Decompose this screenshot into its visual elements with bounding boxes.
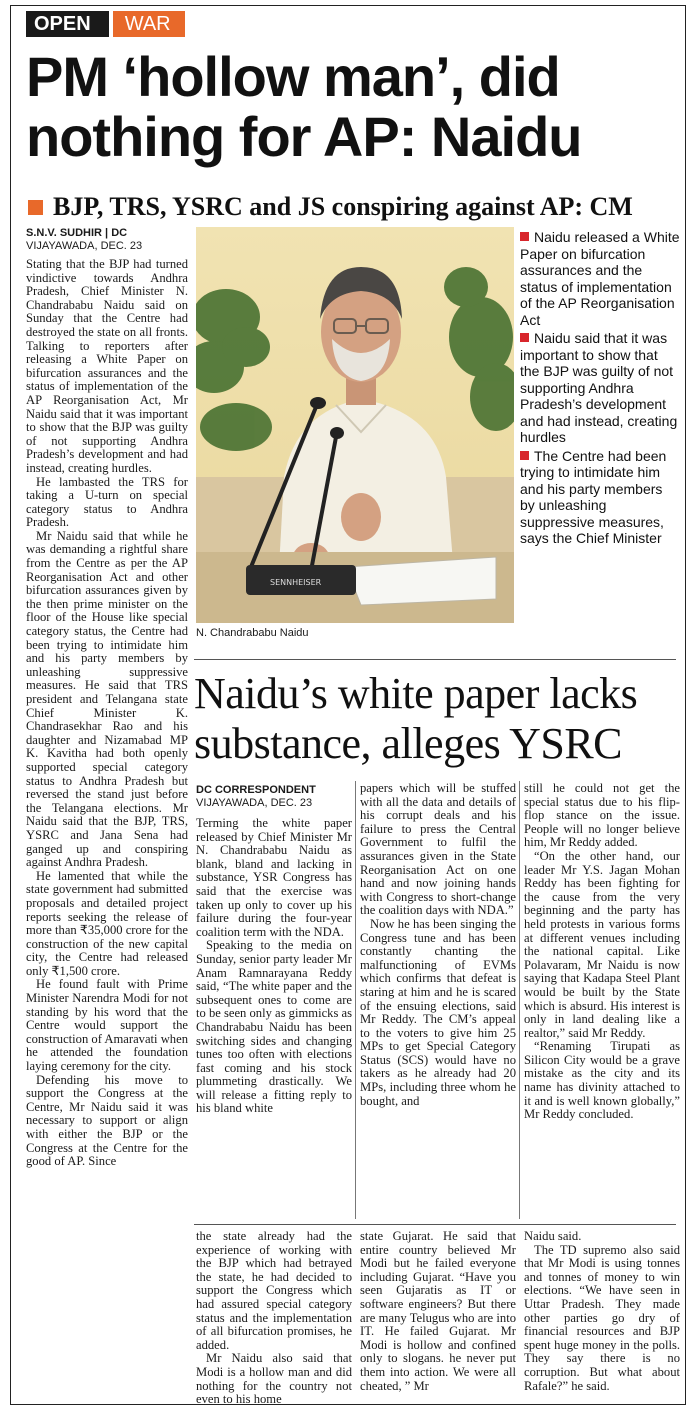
headline-line-1: PM ‘hollow man’, did [26,45,560,108]
story2-headline [194,669,674,769]
story1-column [26,258,188,1169]
byline-name: S.N.V. SUDHIR | DC [26,227,128,239]
paragraph: Stating that the BJP had turned vindictive towards Andhra Pradesh, Chief Minister N. Chandrababu Naidu said on Sunday that the Centre had destroyed the state on all fronts. Talking to reporters after releasing a White Paper on bifurcation assurances and the status of implementation of the AP Reorganisation Act, Mr Naidu said that it was important to show that the BJP was guilty of not supporting Andhra Pradesh’s development and had instead, creating hurdles. [26,257,188,475]
highlight-item [520,448,680,547]
paragraph: Naidu said. [524,1229,582,1243]
paragraph: Terming the white paper released by Chief Minister Mr N. Chandrababu Naidu as blank, bland and lacking in substance, YSR Congress has said that the exercise was taken up only to cover up his failure during the four-year coalition term with the NDA. [196,816,352,939]
byline-story2 [196,784,316,810]
paragraph: Mr Naidu also said that Modi is a hollow man and did nothing for the country not even to his home [196,1351,352,1407]
story2-column-2 [360,782,516,1108]
story2-headline-line-2: substance, alleges YSRC [194,719,623,768]
paragraph: Speaking to the media on Sunday, senior party leader Mr Anam Ramnarayana Reddy said, “The white paper and the subsequent ones to come are to be seen only as gimmicks as Chandrababu Naidu has been switching sides and changing tunes too often with elections fast coming and his stock plummeting drastically. We will release a fitting reply to his bland white [196,938,352,1116]
tag-war: WAR [113,11,185,37]
photo-caption: N. Chandrababu Naidu [196,627,309,639]
highlights-box [520,229,680,549]
paragraph: the state already had the experience of working with the BJP which had betrayed the state, he had decided to support the Congress which had assured special category status and the implementation of all bifurcation promises, he added. [196,1229,352,1352]
paragraph: Defending his move to support the Congress at the Centre, Mr Naidu said it was necessary to support or align with either the BJP or the Congress at the Centre for the good of AP. Since [26,1072,188,1169]
subheadline-text: BJP, TRS, YSRC and JS conspiring against AP: CM [53,192,633,221]
newspaper-page [10,5,686,1405]
divider-line [194,659,676,660]
column-rule [355,781,356,1219]
main-headline [26,47,676,167]
paragraph: “On the other hand, our leader Mr Y.S. Jagan Mohan Reddy has been fighting for the cause from the very beginning and the party has held protests in various forms at different venues including the national capital. Like Polavaram, Mr Naidu is now saying that Kadapa Steel Plant would be built by the State which is absurd. His interest is only in land dealing like a realtor,” said Mr Reddy. [524,848,680,1040]
highlight-item [520,330,680,446]
paragraph: Now he has been singing the Congress tune and has been constantly chanting the malfunctioning of EVMs which confirms that defeat is staring at him and he is scared of the ensuing elections, said Mr Reddy. The CM’s appeal to the voters to give him 25 MPs to get Special Category Status (SCS) would have no takers as he already had 20 MPs, including three whom he bought, and [360,916,516,1108]
paragraph: Mr Naidu said that while he was demanding a rightful share from the Centre as per the AP Reorganisation Act and other bifurcation assurances given by the then prime minister on the floor of the House like special category status, the Centre had been trying to intimidate him and his party members by unleashing suppressive measures. He said that TRS president and Telangana state Chief Minister K. Chandrasekhar Rao and his daughter and Nizamabad MP K. Kavitha had both openly supported special category status to Andhra Pradesh but reversed the stand just before the Telangana elections. Mr Naidu said that the BJP, TRS, YSRC and Jana Sena had ganged up and conspiring against Andhra Pradesh. [26,528,188,870]
headline-line-2: nothing for AP: Naidu [26,105,582,168]
story2-column-3 [524,782,680,1122]
byline-story1 [26,227,142,253]
story-separator [194,1224,676,1225]
section-tags [26,11,185,37]
red-square-bullet-icon [520,232,529,241]
photo-illustration [196,227,514,623]
paragraph: “Renaming Tirupati as Silicon City would be a grave mistake as the city and its name has divinity attached to it and is well known globally,” Mr Reddy concluded. [524,1039,680,1122]
byline-name: DC CORRESPONDENT [196,784,316,796]
paragraph: He found fault with Prime Minister Narendra Modi for not standing by his word that the Centre would support the construction of Amaravati when he attended the foundation laying ceremony for the city. [26,977,188,1074]
paragraph: papers which will be stuffed with all the data and details of his corrupt deals and his failure to press the Central Government to fulfil the assurances given in the State Reorganisation Act on one hand and now joining hands with Congress to short-change the coalition days with NDA.” [360,781,516,918]
paragraph: state Gujarat. He said that entire country believed Mr Modi but he failed everyone including Gujarat. “Have you seen Gujaratis as IT or software engineers? But there are many Telugus who are into IT. He failed Gujarat. Mr Modi is hollow and confined only to slogans. he never put them into action. We were all cheated, ” Mr [360,1229,516,1393]
tag-open: OPEN [26,11,109,37]
photo-naidu [196,227,514,623]
highlight-text: Naidu released a White Paper on bifurcation assurances and the status of implementation of the AP Reorganisation Act [520,229,680,328]
story2-headline-line-1: Naidu’s white paper lacks [194,669,638,718]
byline-dateline: VIJAYAWADA, DEC. 23 [26,240,143,252]
story2-column-1 [196,817,352,1116]
highlight-text: Naidu said that it was important to show that the BJP was guilty of not supporting Andhra Pradesh’s development and had instead, creating hurdles [520,330,678,445]
highlight-text: The Centre had been trying to intimidate him and his party members by unleashing suppressive measures, says the Chief Minister [520,447,667,546]
square-bullet-icon [28,200,43,215]
highlight-item [520,229,680,328]
subheadline [28,193,633,221]
paragraph: He lambasted the TRS for taking a U-turn on special category status to Andhra Pradesh. [26,474,188,530]
red-square-bullet-icon [520,333,529,342]
story1-continued-col-3 [524,1230,680,1393]
paragraph: The TD supremo also said that Mr Modi is using tonnes and tonnes of money to win elections. “We have seen in Uttar Pradesh. They made other parties go dry of financial resources and BJP spent huge money in the polls. They say there is no corruption. But what about Rafale?” he said. [524,1242,680,1393]
story1-continued-col-1 [196,1230,352,1407]
story1-continued-col-2 [360,1230,516,1393]
mic-brand-label: SENNHEISER [270,578,322,587]
paragraph: He lamented that while the state government had submitted proposals and detailed project reports seeking the release of more than ₹35,000 crore for the construction of the new capital city, the Centre had released only ₹1,500 crore. [26,868,188,978]
byline-dateline: VIJAYAWADA, DEC. 23 [196,797,313,809]
column-rule [519,781,520,1219]
red-square-bullet-icon [520,451,529,460]
paragraph: still he could not get the special status due to his flip-flop stance on the issue. People will no longer believe him, Mr Reddy added. [524,781,680,850]
